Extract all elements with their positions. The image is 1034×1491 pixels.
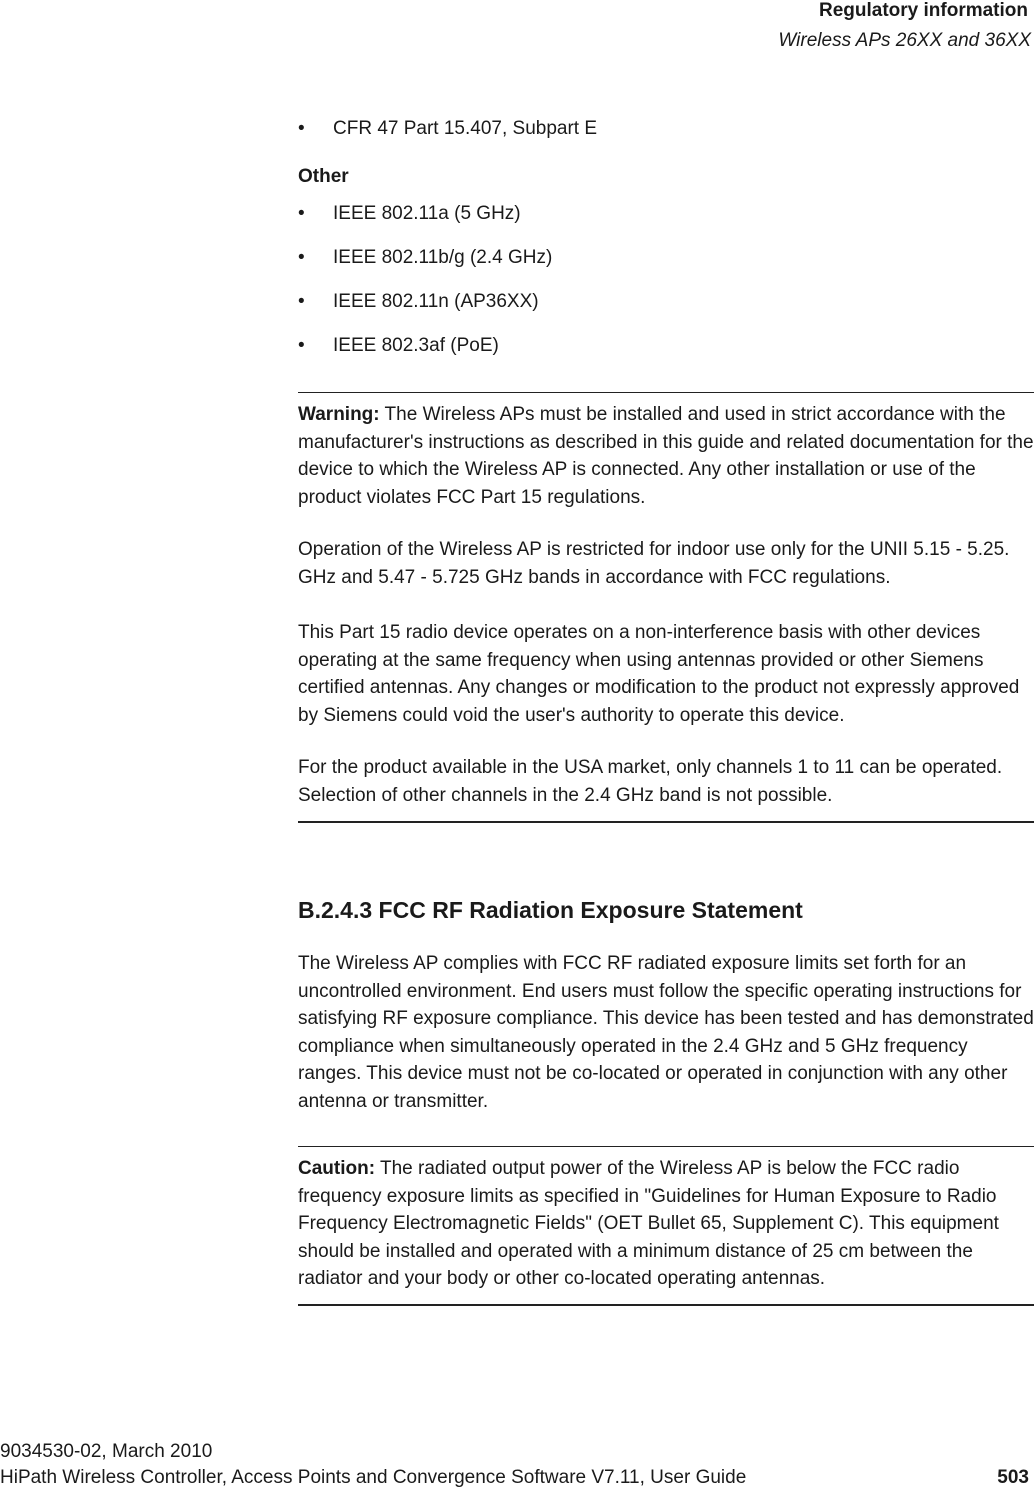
bullet-icon: • bbox=[298, 203, 305, 224]
warning-paragraph: Operation of the Wireless AP is restricted for indoor use only for the UNII 5.15 - 5.25. GHz and 5.47 - 5.725 GHz bands in accordance with FCC regulations. bbox=[298, 539, 1010, 588]
caution-bottom-rule bbox=[298, 1304, 1034, 1306]
warning-label: Warning: bbox=[298, 404, 380, 425]
bullet-icon: • bbox=[298, 118, 305, 139]
running-header-subtitle: Wireless APs 26XX and 36XX bbox=[778, 30, 1031, 51]
warning-paragraph: This Part 15 radio device operates on a non-interference basis with other devices operating at the same frequency when using antennas provided or other Siemens certified antennas. Any changes or modification to the product not expressly approved by Siemens could void the user's authority to operate this device. bbox=[298, 622, 1020, 726]
page-number: 503 bbox=[997, 1467, 1029, 1488]
bullet-icon: • bbox=[298, 291, 305, 312]
other-label: Other bbox=[298, 166, 349, 187]
caution-label: Caution: bbox=[298, 1158, 376, 1179]
bullet-icon: • bbox=[298, 335, 305, 356]
warning-paragraph: For the product available in the USA market, only channels 1 to 11 can be operated. Selection of other channels in the 2.4 GHz band is not possible. bbox=[298, 757, 1003, 806]
caution-top-rule bbox=[298, 1146, 1034, 1147]
section-heading: B.2.4.3 FCC RF Radiation Exposure Statement bbox=[298, 897, 803, 923]
warning-bottom-rule bbox=[298, 821, 1034, 823]
bullet-icon: • bbox=[298, 247, 305, 268]
footer-doc-title: HiPath Wireless Controller, Access Points and Convergence Software V7.11, User Guide bbox=[0, 1467, 747, 1488]
caution-paragraph: Caution: The radiated output power of the Wireless AP is below the FCC radio frequency exposure limits as specified in "Guidelines for Human Exposure to Radio Frequency Electromagnetic Fields" (OET Bullet 65, Supplement C). This equipment should be installed and operated with a minimum distance of 25 cm between the radiator and your body or other co-located operating antennas. bbox=[298, 1158, 999, 1289]
warning-top-rule bbox=[298, 392, 1034, 393]
warning-paragraph: Warning: The Wireless APs must be installed and used in strict accordance with the manufacturer's instructions as described in this guide and related documentation for the device to which the Wireless AP is connected. Any other installation or use of the product violates FCC Part 15 regulations. bbox=[298, 404, 1034, 508]
footer-doc-id: 9034530-02, March 2010 bbox=[0, 1441, 213, 1462]
running-header-title: Regulatory information bbox=[818, 0, 1028, 21]
section-body: The Wireless AP complies with FCC RF radiated exposure limits set forth for an uncontrolled environment. End users must follow the specific operating instructions for satisfying RF exposure compliance. This device has been tested and has demonstrated compliance when simultaneously operated in the 2.4 GHz and 5 GHz frequency ranges. This device must not be co-located or operated in conjunction with any other antenna or transmitter. bbox=[298, 953, 1034, 1112]
